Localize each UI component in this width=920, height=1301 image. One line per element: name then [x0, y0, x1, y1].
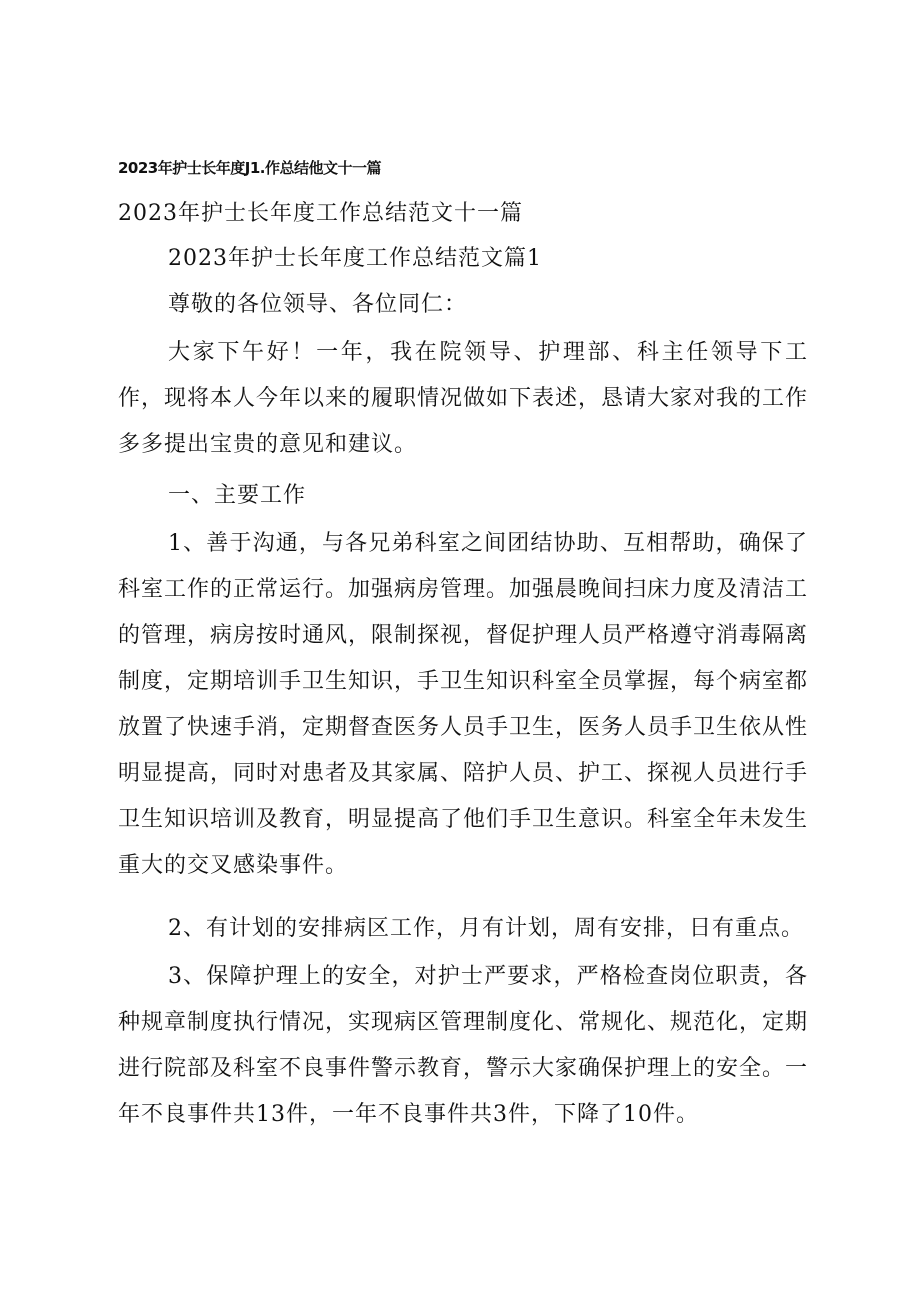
greeting-paragraph: 尊敬的各位领导、各位同仁： [168, 292, 468, 317]
heading-main-work: 一、主要工作 [168, 483, 307, 508]
intro-paragraph: 大家下午好！一年，我在院领导、护理部、科主任领导下工作，现将本人今年以来的履职情况做如下表述，恳请大家对我的工作多多提出宝贵的意见和建议。 [118, 340, 809, 457]
section-title: 2023年护士长年度工作总结范文篇1 [168, 246, 542, 271]
work-item-1: 1、善于沟通，与各兄弟科室之间团结协助、互相帮助，确保了科室工作的正常运行。加强病房管理。加强晨晚间扫床力度及清洁工的管理，病房按时通风，限制探视，督促护理人员严格遵守消毒隔离制度，定期培训手卫生知识，手卫生知识科室全员掌握，每个病室都放置了快速手消，定期督查医务人员手卫生，医务人员手卫生依从性明显提高，同时对患者及其家属、陪护人员、护工、探视人员进行手卫生知识培训及教育，明显提高了他们手卫生意识。科室全年未发生重大的交叉感染事件。 [118, 531, 809, 878]
work-item-2: 2、有计划的安排病区工作，月有计划，周有安排，日有重点。 [168, 916, 804, 941]
work-item-3: 3、保障护理上的安全，对护士严要求，严格检查岗位职责，各种规章制度执行情况，实现病区管理制度化、常规化、规范化，定期进行院部及科室不良事件警示教育，警示大家确保护理上的安全。一年不良事件共13件，一年不良事件共3件，下降了10件。 [118, 964, 809, 1127]
document-header: 2023年护士长年度J1.作总结他文十一篇 [118, 159, 381, 177]
document-title: 2023年护士长年度工作总结范文十一篇 [118, 201, 523, 226]
